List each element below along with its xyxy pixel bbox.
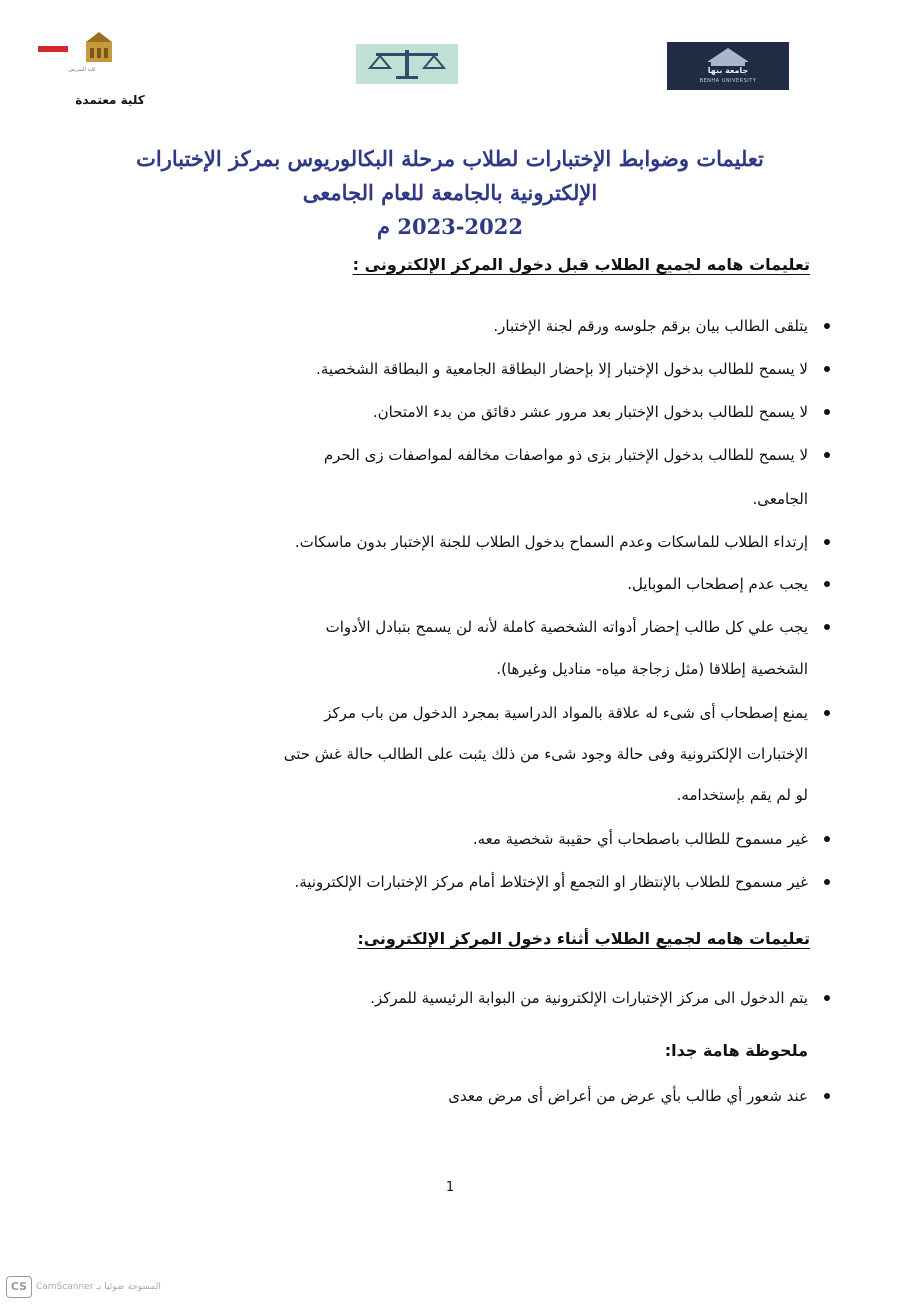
bullet-icon: [824, 710, 830, 716]
bullet-icon: [824, 879, 830, 885]
bullet-icon: [824, 366, 830, 372]
camscanner-watermark: CamScanner المسوحة ضوئيا بـ: [36, 1282, 161, 1292]
list-item: يمنع إصطحاب أى شىء له علاقة بالمواد الدراسية بمجرد الدخول من باب مركز: [324, 704, 808, 722]
list-item-continuation: لو لم يقم بإستخدامه.: [676, 786, 808, 804]
bullet-icon: [824, 539, 830, 545]
bullet-icon: [824, 409, 830, 415]
list-item: يجب علي كل طالب إحضار أدواته الشخصية كاملة لأنه لن يسمح بتبادل الأدوات: [325, 618, 808, 636]
bullet-icon: [824, 1093, 830, 1099]
list-item: يتلقى الطالب بيان برقم جلوسه ورقم لجنة الإختبار.: [493, 317, 808, 335]
benha-university-english: BENHA UNIVERSITY: [699, 78, 757, 84]
list-item: إرتداء الطلاب للماسكات وعدم السماح بدخول الطلاب للجنة الإختبار بدون ماسكات.: [294, 533, 808, 551]
accredited-label: كلية معتمدة: [75, 93, 145, 107]
bullet-icon: [824, 836, 830, 842]
list-item: لا يسمح للطالب بدخول الإختبار بزى ذو مواصفات مخالفه لمواصفات زى الحرم: [323, 446, 808, 464]
section-during-entry-heading: تعليمات هامه لجميع الطلاب أثناء دخول المركز الإلكترونى:: [357, 929, 810, 948]
title-line-2: الإلكترونية بالجامعة للعام الجامعى: [302, 180, 598, 205]
bullet-icon: [824, 624, 830, 630]
list-item: غير مسموح للطلاب بالإنتظار او التجمع أو الإختلاط أمام مركز الإختبارات الإلكترونية.: [294, 873, 808, 891]
list-item-continuation: الجامعى.: [752, 490, 808, 508]
list-item: غير مسموح للطالب باصطحاب أي حقيبة شخصية معه.: [472, 830, 808, 848]
section-before-entry-heading: تعليمات هامه لجميع الطلاب قبل دخول المركز الإلكترونى :: [352, 255, 810, 274]
title-line-1: تعليمات وضوابط الإختبارات لطلاب مرحلة البكالوريوس بمركز الإختبارات: [136, 146, 764, 171]
bullet-icon: [824, 581, 830, 587]
list-item: لا يسمح للطالب بدخول الإختبار بعد مرور عشر دقائق من بدء الامتحان.: [372, 403, 808, 421]
list-item-continuation: الشخصية إطلاقا (مثل زجاجة مياه- مناديل وغيرها).: [496, 660, 808, 678]
bullet-icon: [824, 323, 830, 329]
bullet-icon: [824, 452, 830, 458]
title-line-3: 2023-2022 م: [377, 214, 523, 239]
benha-university-name: جامعة بنها: [707, 66, 749, 75]
bullet-icon: [824, 995, 830, 1001]
important-note-heading: ملحوظة هامة جدا:: [664, 1041, 808, 1060]
list-item-continuation: الإختبارات الإلكترونية وفى حالة وجود شىء من ذلك يثبت على الطالب حالة غش حتى: [283, 745, 808, 763]
page-number: 1: [445, 1180, 455, 1195]
camscanner-logo: CS: [6, 1276, 32, 1298]
list-item: لا يسمح للطالب بدخول الإختبار إلا بإحضار البطاقة الجامعية و البطاقة الشخصية.: [316, 360, 808, 378]
list-item: يتم الدخول الى مركز الإختبارات الإلكترونية من البوابة الرئيسية للمركز.: [370, 989, 808, 1007]
nursing-logo-caption: كلية التمريض: [68, 67, 96, 73]
list-item: يجب عدم إصطحاب الموبايل.: [627, 575, 808, 593]
list-item: عند شعور أي طالب بأي عرض من أعراض أى مرض معدى: [448, 1087, 808, 1105]
quality-scale-logo: [356, 44, 458, 84]
